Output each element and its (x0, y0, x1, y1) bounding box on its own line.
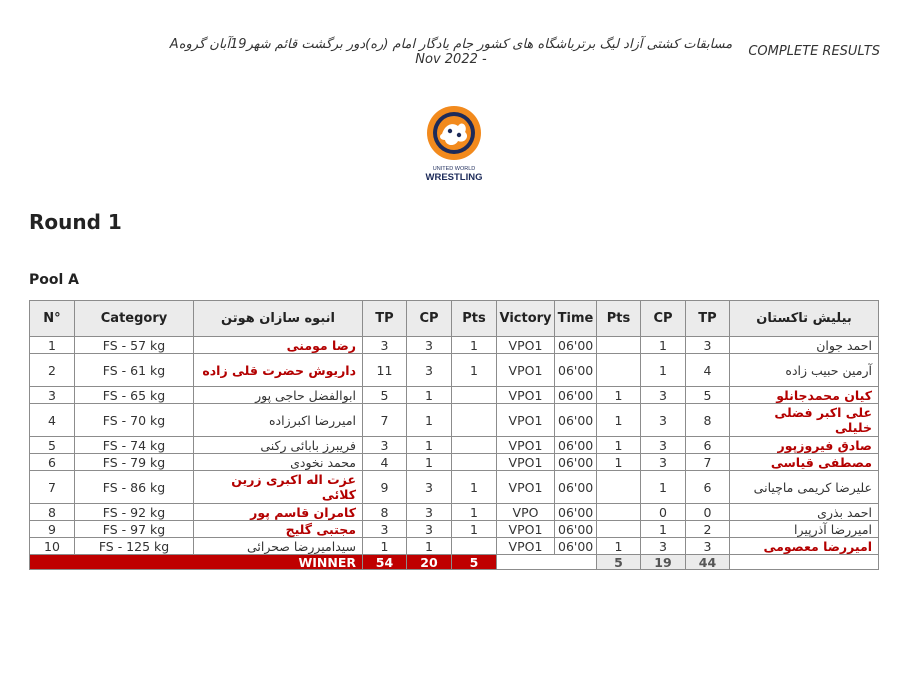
right-cp: 1 (641, 521, 686, 538)
victory-type: VPO1 (497, 454, 555, 471)
uww-logo (425, 104, 483, 184)
left-cp: 1 (407, 454, 452, 471)
table-row (30, 538, 879, 555)
category: FS - 65 kg (75, 387, 194, 404)
bout-number: 10 (30, 538, 75, 555)
left-wrestler: سیدامیررضا صحرائی (194, 538, 363, 555)
left-pts: 1 (452, 504, 497, 521)
left-wrestler: ابوالفضل حاجی پور (194, 387, 363, 404)
logo-text-small: UNITED WORLD (432, 166, 476, 172)
left-pts (452, 387, 497, 404)
col-number: N° (30, 301, 75, 337)
right-wrestler: احمد جوان (730, 337, 879, 354)
left-pts (452, 538, 497, 555)
left-cp: 3 (407, 521, 452, 538)
event-header (0, 37, 905, 77)
table-row (30, 471, 879, 504)
right-cp: 0 (641, 504, 686, 521)
left-wrestler: رضا مومنی (194, 337, 363, 354)
left-tp: 11 (363, 354, 407, 387)
right-pts: 1 (597, 387, 641, 404)
bout-number: 1 (30, 337, 75, 354)
category: FS - 70 kg (75, 404, 194, 437)
bout-time: 06'00 (555, 404, 597, 437)
left-tp: 4 (363, 454, 407, 471)
table-row (30, 387, 879, 404)
bout-time: 06'00 (555, 538, 597, 555)
totals-row (30, 555, 879, 570)
bout-number: 2 (30, 354, 75, 387)
bout-number: 7 (30, 471, 75, 504)
table-row (30, 354, 879, 387)
left-pts (452, 437, 497, 454)
right-pts (597, 521, 641, 538)
col-victory: Victory (497, 301, 555, 337)
col-right-cp: CP (641, 301, 686, 337)
right-cp: 3 (641, 437, 686, 454)
victory-type: VPO1 (497, 387, 555, 404)
complete-results-label: COMPLETE RESULTS (748, 44, 880, 59)
left-pts: 1 (452, 471, 497, 504)
right-pts (597, 337, 641, 354)
left-cp: 3 (407, 471, 452, 504)
left-cp: 1 (407, 387, 452, 404)
left-cp: 1 (407, 538, 452, 555)
table-row (30, 454, 879, 471)
left-cp: 3 (407, 504, 452, 521)
right-tp: 3 (686, 538, 730, 555)
right-pts: 1 (597, 538, 641, 555)
category: FS - 61 kg (75, 354, 194, 387)
bout-time: 06'00 (555, 387, 597, 404)
victory-type: VPO1 (497, 521, 555, 538)
total-left-pts: 5 (452, 555, 497, 570)
right-cp: 1 (641, 337, 686, 354)
table-row (30, 521, 879, 538)
event-title (160, 37, 742, 67)
right-cp: 3 (641, 387, 686, 404)
bout-number: 5 (30, 437, 75, 454)
left-pts (452, 404, 497, 437)
right-cp: 3 (641, 404, 686, 437)
event-title-line1: مسابقات کشتی آزاد لیگ برترباشگاه های کشور جام یادگار امام (ره)دور برگشت قائم شهر19آبان گروهA (169, 37, 733, 52)
bout-time: 06'00 (555, 354, 597, 387)
left-tp: 8 (363, 504, 407, 521)
total-right-cp: 19 (641, 555, 686, 570)
col-left-team: انبوه سازان هوتن (194, 301, 363, 337)
col-right-tp: TP (686, 301, 730, 337)
left-tp: 7 (363, 404, 407, 437)
right-tp: 5 (686, 387, 730, 404)
right-tp: 0 (686, 504, 730, 521)
right-wrestler: کیان محمدجانلو (730, 387, 879, 404)
category: FS - 86 kg (75, 471, 194, 504)
table-row (30, 437, 879, 454)
right-wrestler: احمد بذری (730, 504, 879, 521)
total-right-pts: 5 (597, 555, 641, 570)
right-wrestler: امیررضا آذرپیرا (730, 521, 879, 538)
round-title: Round 1 (29, 210, 122, 234)
category: FS - 57 kg (75, 337, 194, 354)
left-pts: 1 (452, 521, 497, 538)
col-left-cp: CP (407, 301, 452, 337)
bout-time: 06'00 (555, 437, 597, 454)
right-tp: 4 (686, 354, 730, 387)
victory-type: VPO1 (497, 404, 555, 437)
bout-time: 06'00 (555, 504, 597, 521)
left-tp: 1 (363, 538, 407, 555)
left-pts: 1 (452, 354, 497, 387)
right-pts: 1 (597, 454, 641, 471)
category: FS - 97 kg (75, 521, 194, 538)
right-cp: 1 (641, 471, 686, 504)
category: FS - 74 kg (75, 437, 194, 454)
bout-number: 9 (30, 521, 75, 538)
right-tp: 2 (686, 521, 730, 538)
left-tp: 9 (363, 471, 407, 504)
left-pts: 1 (452, 337, 497, 354)
col-time: Time (555, 301, 597, 337)
left-tp: 3 (363, 437, 407, 454)
table-row (30, 404, 879, 437)
bout-number: 3 (30, 387, 75, 404)
right-wrestler: آرمین حبیب زاده (730, 354, 879, 387)
left-pts (452, 454, 497, 471)
bout-time: 06'00 (555, 337, 597, 354)
category: FS - 125 kg (75, 538, 194, 555)
victory-type: VPO1 (497, 337, 555, 354)
right-wrestler: علی اکبر فضلی خلیلی (730, 404, 879, 437)
table-row (30, 504, 879, 521)
right-tp: 3 (686, 337, 730, 354)
left-cp: 1 (407, 404, 452, 437)
victory-type: VPO1 (497, 437, 555, 454)
event-title-line2: - Nov 2022 (415, 52, 487, 67)
bout-number: 4 (30, 404, 75, 437)
col-left-pts: Pts (452, 301, 497, 337)
col-left-tp: TP (363, 301, 407, 337)
victory-type: VPO1 (497, 538, 555, 555)
right-pts: 1 (597, 404, 641, 437)
right-tp: 6 (686, 437, 730, 454)
pool-title: Pool A (29, 272, 80, 288)
left-wrestler: کامران قاسم پور (194, 504, 363, 521)
right-cp: 3 (641, 538, 686, 555)
bout-number: 6 (30, 454, 75, 471)
results-table (29, 300, 879, 570)
right-tp: 8 (686, 404, 730, 437)
total-left-cp: 20 (407, 555, 452, 570)
col-right-team: بیلیش تاکستان (730, 301, 879, 337)
totals-right-empty (730, 555, 879, 570)
category: FS - 92 kg (75, 504, 194, 521)
total-left-tp: 54 (363, 555, 407, 570)
left-wrestler: عزت اله اکبری زرین کلائی (194, 471, 363, 504)
victory-type: VPO1 (497, 354, 555, 387)
right-cp: 1 (641, 354, 686, 387)
total-right-tp: 44 (686, 555, 730, 570)
left-wrestler: داریوش حضرت قلی زاده (194, 354, 363, 387)
logo-text-big: WRESTLING (425, 172, 483, 183)
col-category: Category (75, 301, 194, 337)
right-wrestler: صادق فیروزپور (730, 437, 879, 454)
right-tp: 7 (686, 454, 730, 471)
left-wrestler: مجتبی گلیج (194, 521, 363, 538)
right-pts (597, 354, 641, 387)
bout-time: 06'00 (555, 521, 597, 538)
left-tp: 3 (363, 521, 407, 538)
bout-time: 06'00 (555, 471, 597, 504)
left-wrestler: محمد نخودی (194, 454, 363, 471)
left-wrestler: امیررضا اکبرزاده (194, 404, 363, 437)
winner-label: WINNER (30, 555, 363, 570)
left-cp: 1 (407, 437, 452, 454)
left-cp: 3 (407, 354, 452, 387)
table-header-row (30, 301, 879, 337)
left-wrestler: فریبرز بابائی رکنی (194, 437, 363, 454)
right-cp: 3 (641, 454, 686, 471)
category: FS - 79 kg (75, 454, 194, 471)
left-tp: 5 (363, 387, 407, 404)
right-wrestler: مصطفی قیاسی (730, 454, 879, 471)
right-pts: 1 (597, 437, 641, 454)
bout-time: 06'00 (555, 454, 597, 471)
right-pts (597, 471, 641, 504)
right-tp: 6 (686, 471, 730, 504)
left-cp: 3 (407, 337, 452, 354)
right-wrestler: علیرضا کریمی ماچیانی (730, 471, 879, 504)
right-wrestler: امیررضا معصومی (730, 538, 879, 555)
victory-type: VPO1 (497, 471, 555, 504)
totals-spacer (497, 555, 597, 570)
left-tp: 3 (363, 337, 407, 354)
right-pts (597, 504, 641, 521)
table-row (30, 337, 879, 354)
bout-number: 8 (30, 504, 75, 521)
col-right-pts: Pts (597, 301, 641, 337)
victory-type: VPO (497, 504, 555, 521)
